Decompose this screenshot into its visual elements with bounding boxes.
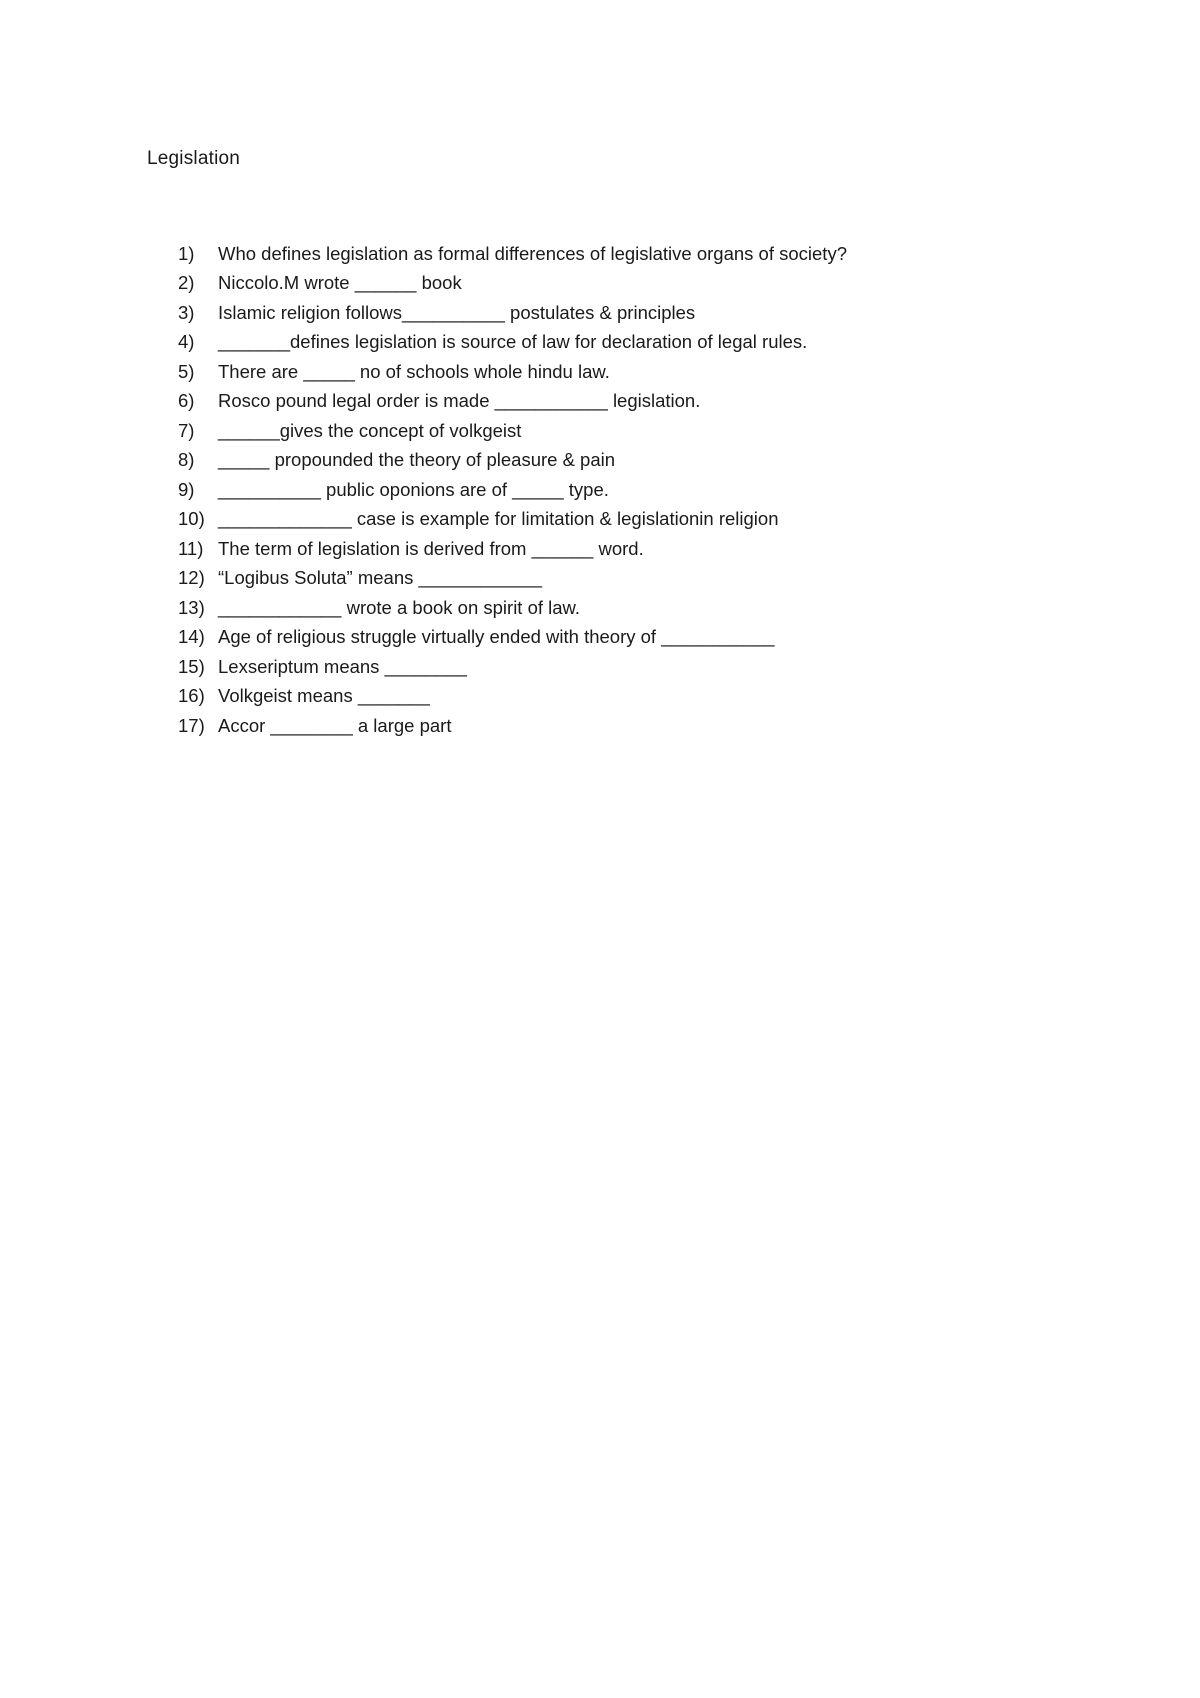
question-text: Age of religious struggle virtually ended with theory of ___________ bbox=[218, 626, 775, 648]
question-text: Accor ________ a large part bbox=[218, 714, 452, 736]
question-number: 3) bbox=[178, 301, 195, 323]
question-number: 11) bbox=[178, 537, 204, 559]
question-number: 1) bbox=[178, 242, 195, 264]
question-item bbox=[178, 239, 847, 269]
question-number: 9) bbox=[178, 478, 195, 500]
question-number: 8) bbox=[178, 449, 195, 471]
question-item bbox=[178, 505, 847, 535]
question-item bbox=[178, 534, 847, 564]
question-text: Volkgeist means _______ bbox=[218, 685, 430, 707]
question-number: 7) bbox=[178, 419, 195, 441]
question-item bbox=[178, 623, 847, 653]
question-number: 2) bbox=[178, 272, 195, 294]
question-number: 10) bbox=[178, 508, 205, 530]
question-number: 14) bbox=[178, 626, 205, 648]
question-text: _______defines legislation is source of law for declaration of legal rules. bbox=[218, 331, 808, 353]
question-text: Islamic religion follows__________ postulates & principles bbox=[218, 301, 696, 323]
question-item bbox=[178, 269, 847, 299]
question-number: 4) bbox=[178, 331, 195, 353]
question-number: 15) bbox=[178, 655, 205, 677]
question-text: There are _____ no of schools whole hindu law. bbox=[218, 360, 610, 382]
question-number: 5) bbox=[178, 360, 195, 382]
question-item bbox=[178, 416, 847, 446]
question-text: “Logibus Soluta” means ____________ bbox=[218, 567, 542, 589]
question-item bbox=[178, 711, 847, 741]
question-text: Niccolo.M wrote ______ book bbox=[218, 272, 462, 294]
question-item bbox=[178, 652, 847, 682]
question-item bbox=[178, 564, 847, 594]
question-text: ______gives the concept of volkgeist bbox=[218, 419, 522, 441]
question-list bbox=[178, 239, 847, 741]
question-item bbox=[178, 475, 847, 505]
question-text: _____________ case is example for limitation & legislationin religion bbox=[218, 508, 779, 530]
question-item bbox=[178, 298, 847, 328]
question-text: Lexseriptum means ________ bbox=[218, 655, 467, 677]
question-number: 16) bbox=[178, 685, 205, 707]
question-item bbox=[178, 593, 847, 623]
question-text: The term of legislation is derived from ______ word. bbox=[218, 537, 644, 559]
question-text: Who defines legislation as formal differences of legislative organs of society? bbox=[218, 242, 847, 264]
question-text: _____ propounded the theory of pleasure & pain bbox=[218, 449, 616, 471]
question-item bbox=[178, 682, 847, 712]
question-text: Rosco pound legal order is made ___________ legislation. bbox=[218, 390, 701, 412]
question-item bbox=[178, 446, 847, 476]
question-text: ____________ wrote a book on spirit of law. bbox=[218, 596, 581, 618]
document-title: Legislation bbox=[147, 148, 241, 169]
question-number: 12) bbox=[178, 567, 205, 589]
question-item bbox=[178, 328, 847, 358]
question-number: 17) bbox=[178, 714, 205, 736]
question-number: 13) bbox=[178, 596, 205, 618]
question-item bbox=[178, 387, 847, 417]
question-number: 6) bbox=[178, 390, 195, 412]
question-item bbox=[178, 357, 847, 387]
question-text: __________ public oponions are of _____ type. bbox=[218, 478, 609, 500]
